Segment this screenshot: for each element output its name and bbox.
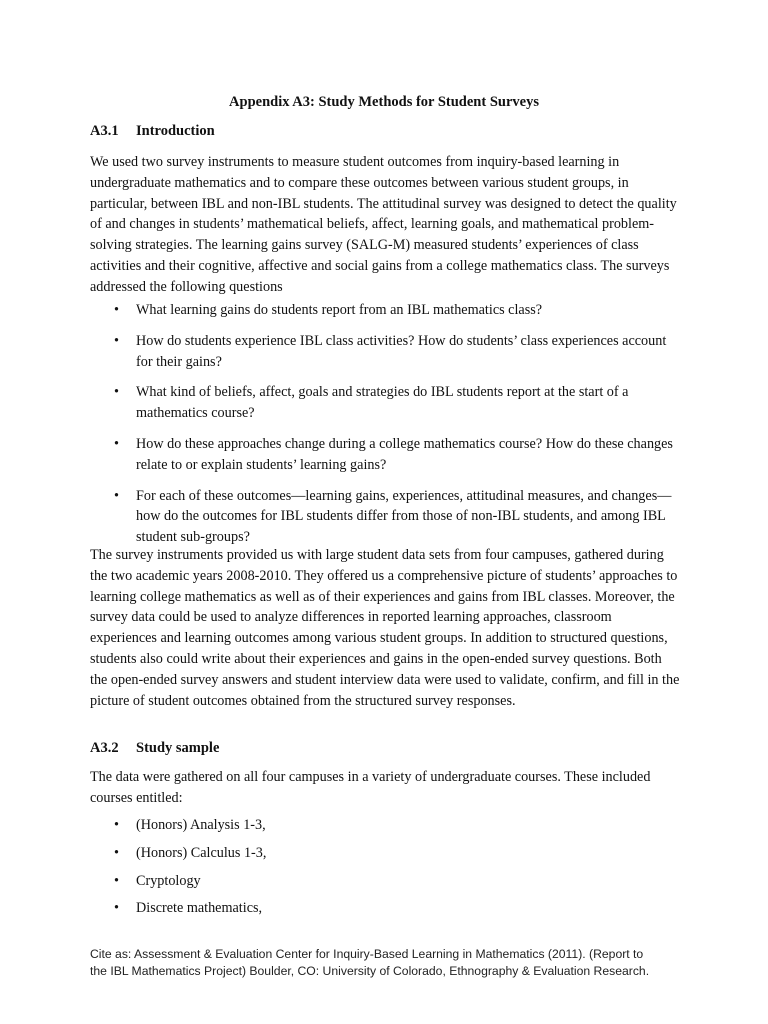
list-item: • For each of these outcomes—learning gains, experiences, attitudinal measures, and changes—how do the outcomes for IBL students differ from those of non-IBL students, and among IBL student sub-groups?	[114, 487, 672, 546]
list-item: • (Honors) Calculus 1-3,	[114, 843, 680, 864]
bullet-icon: •	[114, 332, 119, 349]
bullet-icon: •	[114, 872, 119, 889]
section-title: Introduction	[136, 123, 215, 139]
citation-line: Cite as: Assessment & Evaluation Center for Inquiry-Based Learning in Mathematics (2011). (Report to	[90, 947, 644, 961]
bullet-icon: •	[114, 817, 119, 833]
list-item: • (Honors) Analysis 1-3,	[114, 815, 680, 836]
section-number: A3.2	[90, 740, 119, 756]
research-questions-list	[114, 300, 680, 558]
section-title: Study sample	[136, 740, 220, 756]
bullet-icon: •	[114, 302, 119, 318]
list-item: • Cryptology	[114, 871, 680, 892]
list-item: • What kind of beliefs, affect, goals and strategies do IBL students report at the start of a mathematics course?	[114, 384, 629, 422]
section-heading-study-sample	[90, 740, 219, 757]
intro-paragraph: We used two survey instruments to measure student outcomes from inquiry-based learning in undergraduate mathematics and to compare these outcomes between various student groups, in particular, between IBL and non-IBL students. The attitudinal survey was designed to detect the quality of and changes in students’ mathematical beliefs, affect, learning goals, and mathematical problem-solving strategies. The learning gains survey (SALG-M) measured students’ experiences of class activities and their cognitive, affective and social gains from a college mathematics class. The surveys addressed the following questions	[90, 154, 677, 295]
bullet-icon: •	[114, 900, 119, 917]
list-item: • How do these approaches change during a college mathematics course? How do these changes relate to or explain students’ learning gains?	[114, 435, 673, 473]
list-item: • Discrete mathematics,	[114, 898, 680, 919]
list-item: • What learning gains do students report from an IBL mathematics class?	[114, 300, 680, 321]
bullet-icon: •	[114, 435, 119, 452]
list-item: • How do students experience IBL class activities? How do students’ class experiences account for their gains?	[114, 332, 667, 370]
page-title: Appendix A3: Study Methods for Student Surveys	[229, 94, 539, 110]
bullet-icon: •	[114, 487, 119, 504]
bullet-icon: •	[114, 384, 119, 401]
citation-line: the IBL Mathematics Project) Boulder, CO: University of Colorado, Ethnography & Evaluation Research.	[90, 963, 650, 978]
courses-list	[114, 815, 680, 926]
survey-instruments-paragraph: The survey instruments provided us with large student data sets from four campuses, gathered during the two academic years 2008-2010. They offered us a comprehensive picture of students’ approaches to learning college mathematics as well as of their experiences and gains from IBL classes. Moreover, the survey data could be used to analyze differences in reported learning approaches, classroom experiences and learning outcomes among various student groups. In addition to structured questions, students also could write about their experiences and gains in the open-ended survey questions. Both the open-ended survey answers and student interview data were used to validate, confirm, and fill in the picture of student outcomes obtained from the structured survey responses.	[90, 547, 680, 709]
section-heading-introduction	[90, 123, 215, 140]
section-number: A3.1	[90, 123, 119, 139]
study-sample-paragraph: The data were gathered on all four campuses in a variety of undergraduate courses. These included courses entitled:	[90, 769, 651, 806]
bullet-icon: •	[114, 844, 119, 861]
citation-footer	[90, 946, 690, 979]
